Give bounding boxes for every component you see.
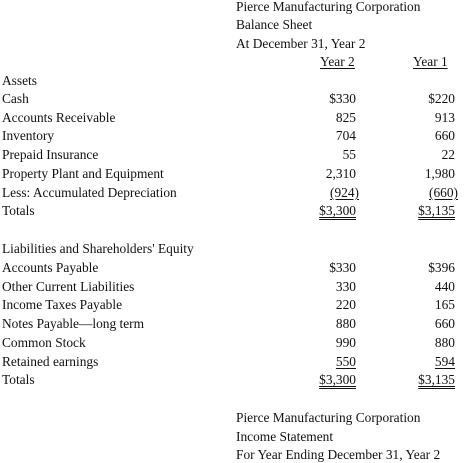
assets-total-year2: $3,300	[319, 203, 356, 218]
balance-sheet-company: Pierce Manufacturing Corporation	[236, 0, 421, 14]
row-value-year1: 913	[434, 110, 455, 125]
row-value-year2: 550	[335, 354, 356, 369]
row-value-year1: (660)	[428, 185, 458, 200]
row-label: Income Taxes Payable	[2, 297, 123, 312]
row-value-year2: 880	[335, 316, 356, 331]
row-value-year1: 165	[434, 297, 455, 312]
income-statement-company: Pierce Manufacturing Corporation	[236, 410, 421, 425]
row-label: Accounts Receivable	[2, 110, 116, 125]
row-value-year1: 22	[441, 147, 455, 162]
row-value-year2: 55	[342, 147, 356, 162]
row-value-year1: $396	[428, 260, 455, 275]
column-header-year1: Year 1	[413, 54, 448, 69]
row-label: Notes Payable—long term	[2, 316, 145, 331]
row-label: Cash	[2, 91, 29, 106]
row-value-year2: 825	[335, 110, 356, 125]
row-value-year1: 880	[434, 335, 455, 350]
row-value-year1: 1,980	[424, 166, 455, 181]
liabilities-heading: Liabilities and Shareholders' Equity	[2, 241, 194, 256]
income-statement-title: Income Statement	[236, 429, 334, 444]
income-statement-period: For Year Ending December 31, Year 2	[236, 447, 441, 462]
row-value-year2: 330	[335, 279, 356, 294]
row-label: Property Plant and Equipment	[2, 166, 164, 181]
assets-heading: Assets	[2, 73, 37, 88]
row-value-year1: 440	[434, 279, 455, 294]
row-value-year2: 990	[335, 335, 356, 350]
row-label: Retained earnings	[2, 354, 99, 369]
row-value-year2: 2,310	[325, 166, 356, 181]
row-value-year2: (924)	[329, 185, 359, 200]
row-value-year1: 660	[434, 128, 455, 143]
row-value-year2: 704	[335, 128, 356, 143]
row-label: Inventory	[2, 128, 55, 143]
row-label: Accounts Payable	[2, 260, 99, 275]
row-value-year1: 594	[434, 354, 455, 369]
row-value-year2: 220	[335, 297, 356, 312]
column-header-year2: Year 2	[320, 54, 355, 69]
assets-total-label: Totals	[2, 203, 35, 218]
row-value-year1: 660	[434, 316, 455, 331]
row-label: Other Current Liabilities	[2, 279, 135, 294]
row-value-year1: $220	[428, 91, 455, 106]
row-value-year2: $330	[329, 91, 356, 106]
balance-sheet-date: At December 31, Year 2	[236, 36, 366, 51]
row-label: Less: Accumulated Depreciation	[2, 185, 177, 200]
liabilities-total-year2: $3,300	[319, 372, 356, 387]
row-label: Prepaid Insurance	[2, 147, 99, 162]
liabilities-total-label: Totals	[2, 372, 35, 387]
balance-sheet-title: Balance Sheet	[236, 17, 313, 32]
row-label: Common Stock	[2, 335, 86, 350]
liabilities-total-year1: $3,135	[418, 372, 455, 387]
row-value-year2: $330	[329, 260, 356, 275]
assets-total-year1: $3,135	[418, 203, 455, 218]
